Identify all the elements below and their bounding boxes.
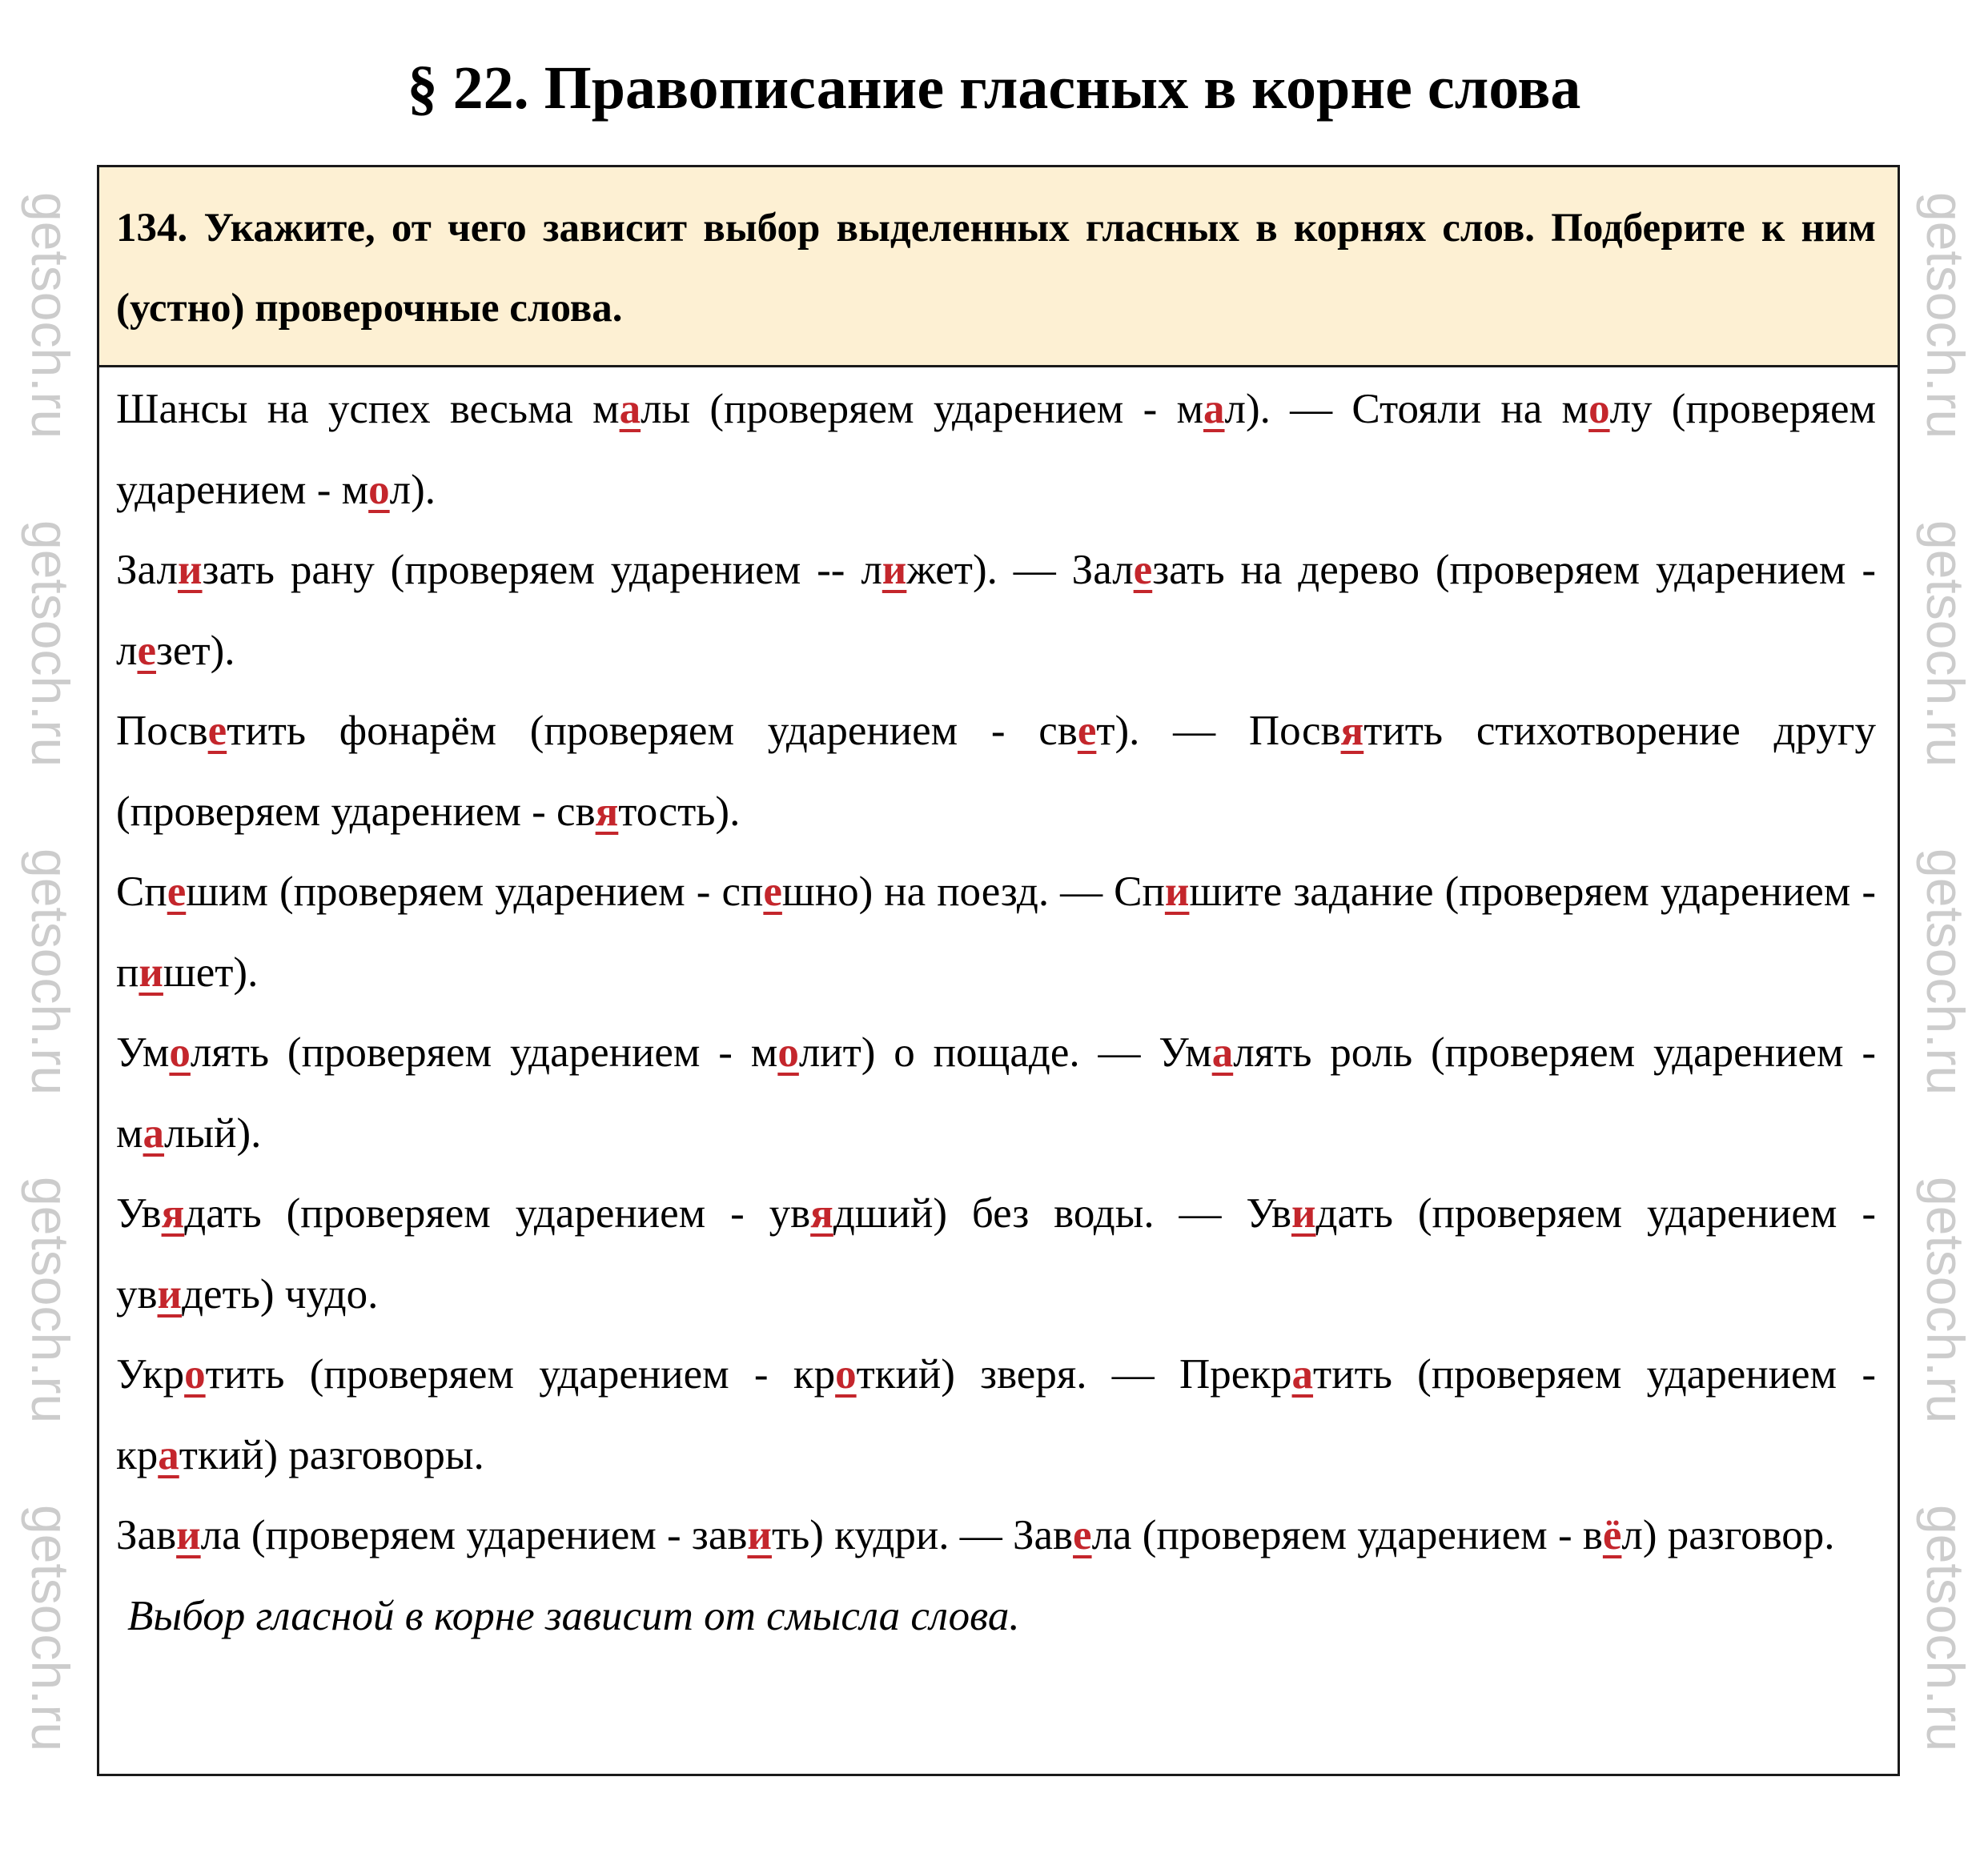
text-segment: лять роль (проверяем ударением - м xyxy=(116,1029,1876,1157)
text-segment: дать (проверяем ударением - ув xyxy=(184,1190,811,1237)
highlighted-vowel: а xyxy=(158,1431,179,1478)
answer-paragraph xyxy=(116,1334,1876,1495)
highlighted-vowel: о xyxy=(835,1351,857,1398)
text-segment: тить стихотворение другу (проверяем ударением - св xyxy=(116,708,1876,835)
highlighted-vowel: е xyxy=(167,868,187,915)
exercise-box xyxy=(97,165,1900,1776)
highlighted-vowel: о xyxy=(169,1029,191,1076)
text-segment: лять (проверяем ударением - м xyxy=(190,1029,778,1076)
watermark: getsoch.ru xyxy=(21,1177,80,1424)
highlighted-vowel: и xyxy=(139,949,163,996)
text-segment: л). xyxy=(389,466,436,513)
text-segment: тить (проверяем ударением - кр xyxy=(116,1351,1877,1478)
answer-paragraph xyxy=(116,530,1876,691)
highlighted-vowel: е xyxy=(137,627,156,674)
highlighted-vowel: о xyxy=(368,466,390,513)
text-segment: лит) о пощаде. — Ум xyxy=(798,1029,1212,1076)
answer-paragraphs xyxy=(116,369,1876,1576)
answer-paragraph xyxy=(116,1013,1876,1173)
watermark: getsoch.ru xyxy=(21,520,80,768)
answer-paragraph xyxy=(116,369,1876,530)
text-segment: жет). — Зал xyxy=(906,547,1134,593)
text-segment: Ум xyxy=(116,1029,170,1076)
highlighted-vowel: я xyxy=(1340,708,1364,754)
watermark: getsoch.ru xyxy=(1916,1505,1975,1752)
highlighted-vowel: и xyxy=(1164,868,1190,915)
highlighted-vowel: и xyxy=(882,547,907,593)
highlighted-vowel: а xyxy=(143,1109,165,1157)
highlighted-vowel: и xyxy=(176,1512,201,1558)
watermark: getsoch.ru xyxy=(1916,1177,1975,1424)
highlighted-vowel: я xyxy=(810,1190,833,1237)
watermark: getsoch.ru xyxy=(21,848,80,1096)
watermark: getsoch.ru xyxy=(1916,848,1975,1096)
text-segment: шно) на поезд. — Сп xyxy=(781,868,1165,915)
highlighted-vowel: е xyxy=(763,868,782,915)
text-segment: лый). xyxy=(164,1109,262,1157)
text-segment: дать (проверяем ударением - ув xyxy=(116,1190,1876,1318)
highlighted-vowel: о xyxy=(777,1029,799,1076)
text-segment: зать на дерево (проверяем ударением - л xyxy=(116,547,1877,674)
highlighted-vowel: и xyxy=(1291,1190,1316,1237)
text-segment: Зав xyxy=(116,1512,177,1558)
text-segment: тость). xyxy=(618,788,741,835)
highlighted-vowel: я xyxy=(161,1190,185,1237)
text-segment: тить фонарём (проверяем ударением - св xyxy=(227,708,1078,754)
highlighted-vowel: е xyxy=(1133,547,1153,593)
highlighted-vowel: и xyxy=(747,1512,772,1558)
highlighted-vowel: а xyxy=(1211,1029,1234,1076)
text-segment: тить (проверяем ударением - кр xyxy=(205,1351,836,1398)
highlighted-vowel: о xyxy=(184,1351,206,1398)
text-segment: деть) чудо. xyxy=(182,1270,379,1318)
text-segment: лы (проверяем ударением - м xyxy=(641,386,1204,432)
highlighted-vowel: а xyxy=(619,386,641,432)
text-segment: л) разговор. xyxy=(1621,1512,1835,1558)
watermark: getsoch.ru xyxy=(21,192,80,439)
text-segment: Зал xyxy=(116,547,178,593)
highlighted-vowel: а xyxy=(1203,386,1225,432)
watermark: getsoch.ru xyxy=(1916,520,1975,768)
watermark: getsoch.ru xyxy=(21,1505,80,1752)
text-segment: Сп xyxy=(116,868,167,915)
text-segment: лу (проверяем ударением - м xyxy=(116,386,1877,513)
text-segment: Ув xyxy=(116,1190,162,1237)
highlighted-vowel: ё xyxy=(1602,1512,1622,1558)
text-segment: зет). xyxy=(155,627,235,674)
text-segment: ть) кудри. — Зав xyxy=(771,1512,1074,1558)
text-segment: Посв xyxy=(116,708,208,754)
text-segment: ла (проверяем ударением - в xyxy=(1091,1512,1603,1558)
conclusion: Выбор гласной в корне зависит от смысла слова. xyxy=(127,1592,1020,1639)
page-title: § 22. Правописание гласных в корне слова xyxy=(407,54,1581,122)
text-segment: дший) без воды. — Ув xyxy=(833,1190,1291,1237)
text-segment: ткий) зверя. — Прекр xyxy=(856,1351,1292,1398)
answer-paragraph xyxy=(116,691,1876,852)
highlighted-vowel: и xyxy=(157,1270,183,1318)
highlighted-vowel: е xyxy=(207,708,227,754)
highlighted-vowel: е xyxy=(1077,708,1097,754)
text-segment: т). — Посв xyxy=(1096,708,1341,754)
text-segment: шите задание (проверяем ударением - п xyxy=(116,868,1876,996)
answer-paragraph xyxy=(116,1173,1876,1334)
answer-body xyxy=(99,367,1898,1656)
text-segment: шет). xyxy=(163,949,259,996)
highlighted-vowel: а xyxy=(1291,1351,1314,1398)
text-segment: зать рану (проверяем ударением -- л xyxy=(202,547,882,593)
highlighted-vowel: я xyxy=(595,788,619,835)
highlighted-vowel: о xyxy=(1588,386,1610,432)
highlighted-vowel: е xyxy=(1073,1512,1092,1558)
task-statement: 134. Укажите, от чего зависит выбор выделенных гласных в корнях слов. Подберите к ним (устно) проверочные слова. xyxy=(99,167,1898,367)
text-segment: л). — Стояли на м xyxy=(1224,386,1589,432)
text-segment: Укр xyxy=(116,1351,185,1398)
text-segment: шим (проверяем ударением - сп xyxy=(186,868,764,915)
watermark: getsoch.ru xyxy=(1916,192,1975,439)
answer-paragraph xyxy=(116,1495,1876,1576)
highlighted-vowel: и xyxy=(178,547,203,593)
text-segment: ткий) разговоры. xyxy=(179,1431,484,1478)
answer-paragraph xyxy=(116,852,1876,1013)
text-segment: Шансы на успех весьма м xyxy=(116,386,620,432)
text-segment: ла (проверяем ударением - зав xyxy=(200,1512,748,1558)
